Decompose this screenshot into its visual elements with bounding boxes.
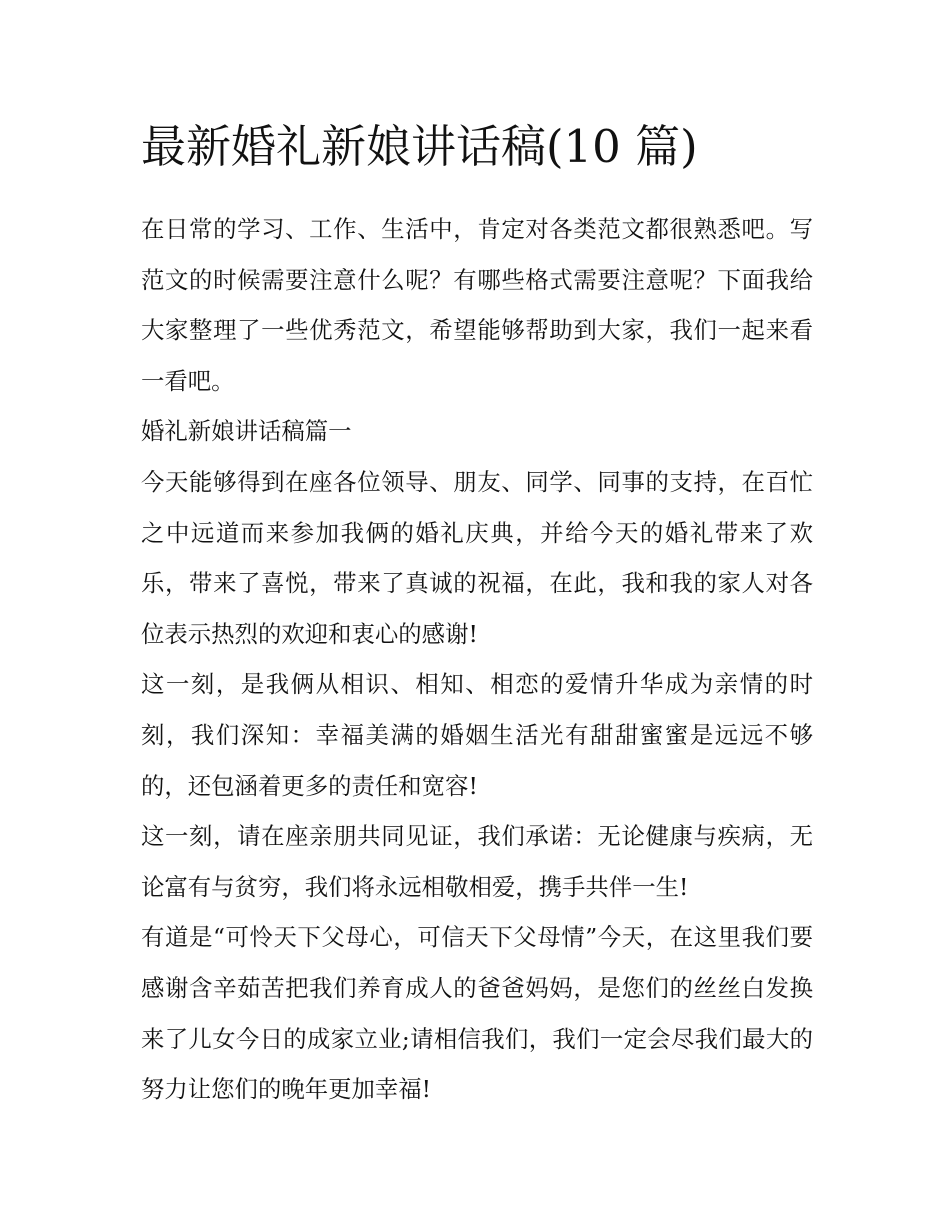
body-paragraph: 这一刻，是我俩从相识、相知、相恋的爱情升华成为亲情的时刻，我们深知：幸福美满的婚姻生活光有甜甜蜜蜜是远远不够的，还包涵着更多的责任和宽容!	[141, 670, 813, 800]
document-page	[141, 112, 813, 1115]
body-paragraph: 今天能够得到在座各位领导、朋友、同学、同事的支持，在百忙之中远道而来参加我俩的婚礼庆典，并给今天的婚礼带来了欢乐，带来了喜悦，带来了真诚的祝福，在此，我和我的家人对各位表示热烈的欢迎和衷心的感谢!	[141, 467, 813, 648]
section-heading: 婚礼新娘讲话稿篇一	[141, 417, 352, 446]
body-paragraph: 有道是“可怜天下父母心，可信天下父母情”今天，在这里我们要感谢含辛茹苦把我们养育成人的爸爸妈妈，是您们的丝丝白发换来了儿女今日的成家立业;请相信我们，我们一定会尽我们最大的努力让您们的晚年更加幸福!	[141, 923, 813, 1104]
intro-paragraph: 在日常的学习、工作、生活中，肯定对各类范文都很熟悉吧。写范文的时候需要注意什么呢？有哪些格式需要注意呢？下面我给大家整理了一些优秀范文，希望能够帮助到大家，我们一起来看一看吧。	[141, 215, 813, 395]
body-paragraph: 这一刻，请在座亲朋共同见证，我们承诺：无论健康与疾病，无论富有与贫穷，我们将永远相敬相爱，携手共伴一生!	[141, 822, 813, 901]
document-title: 最新婚礼新娘讲话稿(10 篇)	[141, 120, 698, 173]
